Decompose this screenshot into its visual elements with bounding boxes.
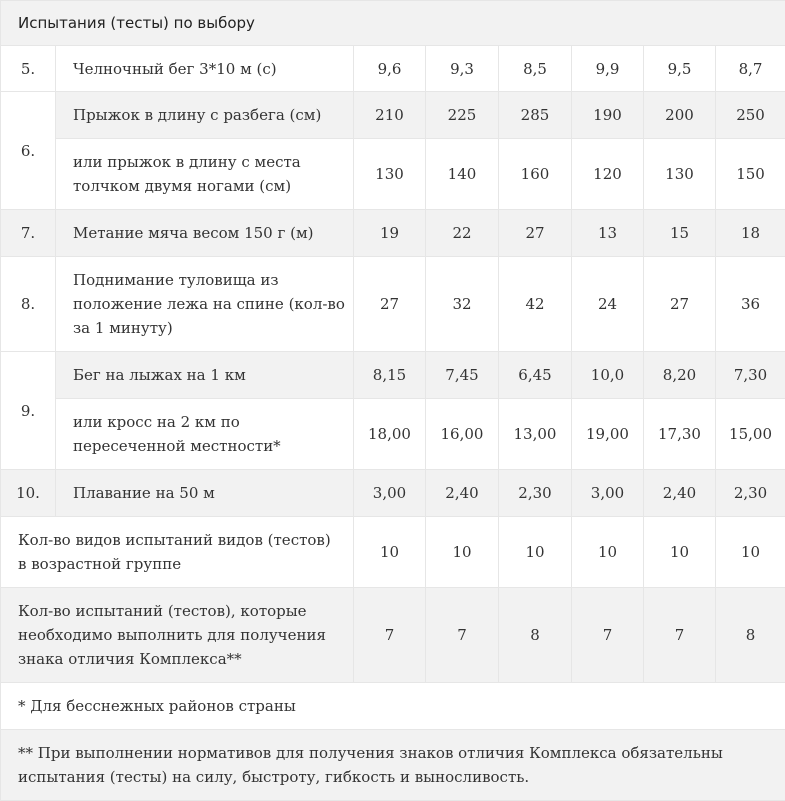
table-row [1, 139, 785, 210]
value-cell: 16,00 [426, 399, 499, 470]
value-cell: 8 [499, 588, 572, 683]
section-header-row [1, 1, 785, 46]
value-cell: 22 [426, 210, 499, 257]
row-number: 9. [1, 352, 56, 470]
summary-row [1, 588, 785, 683]
value-cell: 42 [499, 257, 572, 352]
value-cell: 19,00 [572, 399, 644, 470]
value-cell: 24 [572, 257, 644, 352]
test-name: Плавание на 50 м [56, 470, 354, 517]
value-cell: 8,5 [499, 46, 572, 92]
value-cell: 10 [426, 517, 499, 588]
value-cell: 250 [716, 92, 785, 139]
value-cell: 27 [499, 210, 572, 257]
value-cell: 27 [354, 257, 426, 352]
test-name: Метание мяча весом 150 г (м) [56, 210, 354, 257]
test-name: Прыжок в длину с разбега (см) [56, 92, 354, 139]
test-name: Бег на лыжах на 1 км [56, 352, 354, 399]
table-row [1, 399, 785, 470]
table-row [1, 352, 785, 399]
footnote-row [1, 683, 785, 730]
value-cell: 130 [644, 139, 716, 210]
value-cell: 6,45 [499, 352, 572, 399]
test-name: Поднимание туловища из положение лежа на спине (кол-во за 1 минуту) [56, 257, 354, 352]
value-cell: 36 [716, 257, 785, 352]
value-cell: 10 [499, 517, 572, 588]
row-number: 10. [1, 470, 56, 517]
value-cell: 13,00 [499, 399, 572, 470]
row-number: 5. [1, 46, 56, 92]
value-cell: 140 [426, 139, 499, 210]
value-cell: 7 [572, 588, 644, 683]
value-cell: 10 [716, 517, 785, 588]
value-cell: 10 [644, 517, 716, 588]
value-cell: 13 [572, 210, 644, 257]
value-cell: 7 [644, 588, 716, 683]
row-number: 8. [1, 257, 56, 352]
value-cell: 190 [572, 92, 644, 139]
footnote-row [1, 730, 785, 801]
value-cell: 19 [354, 210, 426, 257]
value-cell: 200 [644, 92, 716, 139]
value-cell: 15 [644, 210, 716, 257]
value-cell: 9,5 [644, 46, 716, 92]
value-cell: 10 [354, 517, 426, 588]
value-cell: 130 [354, 139, 426, 210]
table-row [1, 92, 785, 139]
row-number: 6. [1, 92, 56, 210]
value-cell: 8,15 [354, 352, 426, 399]
row-number: 7. [1, 210, 56, 257]
value-cell: 160 [499, 139, 572, 210]
table-row [1, 470, 785, 517]
value-cell: 2,40 [644, 470, 716, 517]
table-row [1, 210, 785, 257]
value-cell: 2,30 [716, 470, 785, 517]
test-name: Челночный бег 3*10 м (с) [56, 46, 354, 92]
value-cell: 18 [716, 210, 785, 257]
footnote-snowless: * Для бесснежных районов страны [1, 683, 785, 730]
value-cell: 9,9 [572, 46, 644, 92]
table-row [1, 257, 785, 352]
value-cell: 8,7 [716, 46, 785, 92]
test-name: или кросс на 2 км по пересеченной местности* [56, 399, 354, 470]
value-cell: 18,00 [354, 399, 426, 470]
value-cell: 27 [644, 257, 716, 352]
value-cell: 7,45 [426, 352, 499, 399]
value-cell: 8,20 [644, 352, 716, 399]
value-cell: 9,3 [426, 46, 499, 92]
value-cell: 3,00 [354, 470, 426, 517]
value-cell: 17,30 [644, 399, 716, 470]
value-cell: 7 [426, 588, 499, 683]
value-cell: 9,6 [354, 46, 426, 92]
value-cell: 3,00 [572, 470, 644, 517]
value-cell: 7,30 [716, 352, 785, 399]
value-cell: 10 [572, 517, 644, 588]
value-cell: 10,0 [572, 352, 644, 399]
footnote-mandatory-tests: ** При выполнении нормативов для получения знаков отличия Комплекса обязательны испытания (тесты) на силу, быстроту, гибкость и выносливость. [1, 730, 785, 801]
value-cell: 2,30 [499, 470, 572, 517]
value-cell: 225 [426, 92, 499, 139]
value-cell: 7 [354, 588, 426, 683]
value-cell: 120 [572, 139, 644, 210]
section-title: Испытания (тесты) по выбору [1, 1, 785, 46]
value-cell: 150 [716, 139, 785, 210]
value-cell: 32 [426, 257, 499, 352]
summary-row [1, 517, 785, 588]
value-cell: 2,40 [426, 470, 499, 517]
test-name: или прыжок в длину с места толчком двумя ногами (см) [56, 139, 354, 210]
summary-label: Кол-во видов испытаний видов (тестов) в возрастной группе [1, 517, 354, 588]
table-row [1, 46, 785, 92]
summary-label: Кол-во испытаний (тестов), которые необходимо выполнить для получения знака отличия Комплекса** [1, 588, 354, 683]
value-cell: 15,00 [716, 399, 785, 470]
value-cell: 210 [354, 92, 426, 139]
value-cell: 285 [499, 92, 572, 139]
value-cell: 8 [716, 588, 785, 683]
